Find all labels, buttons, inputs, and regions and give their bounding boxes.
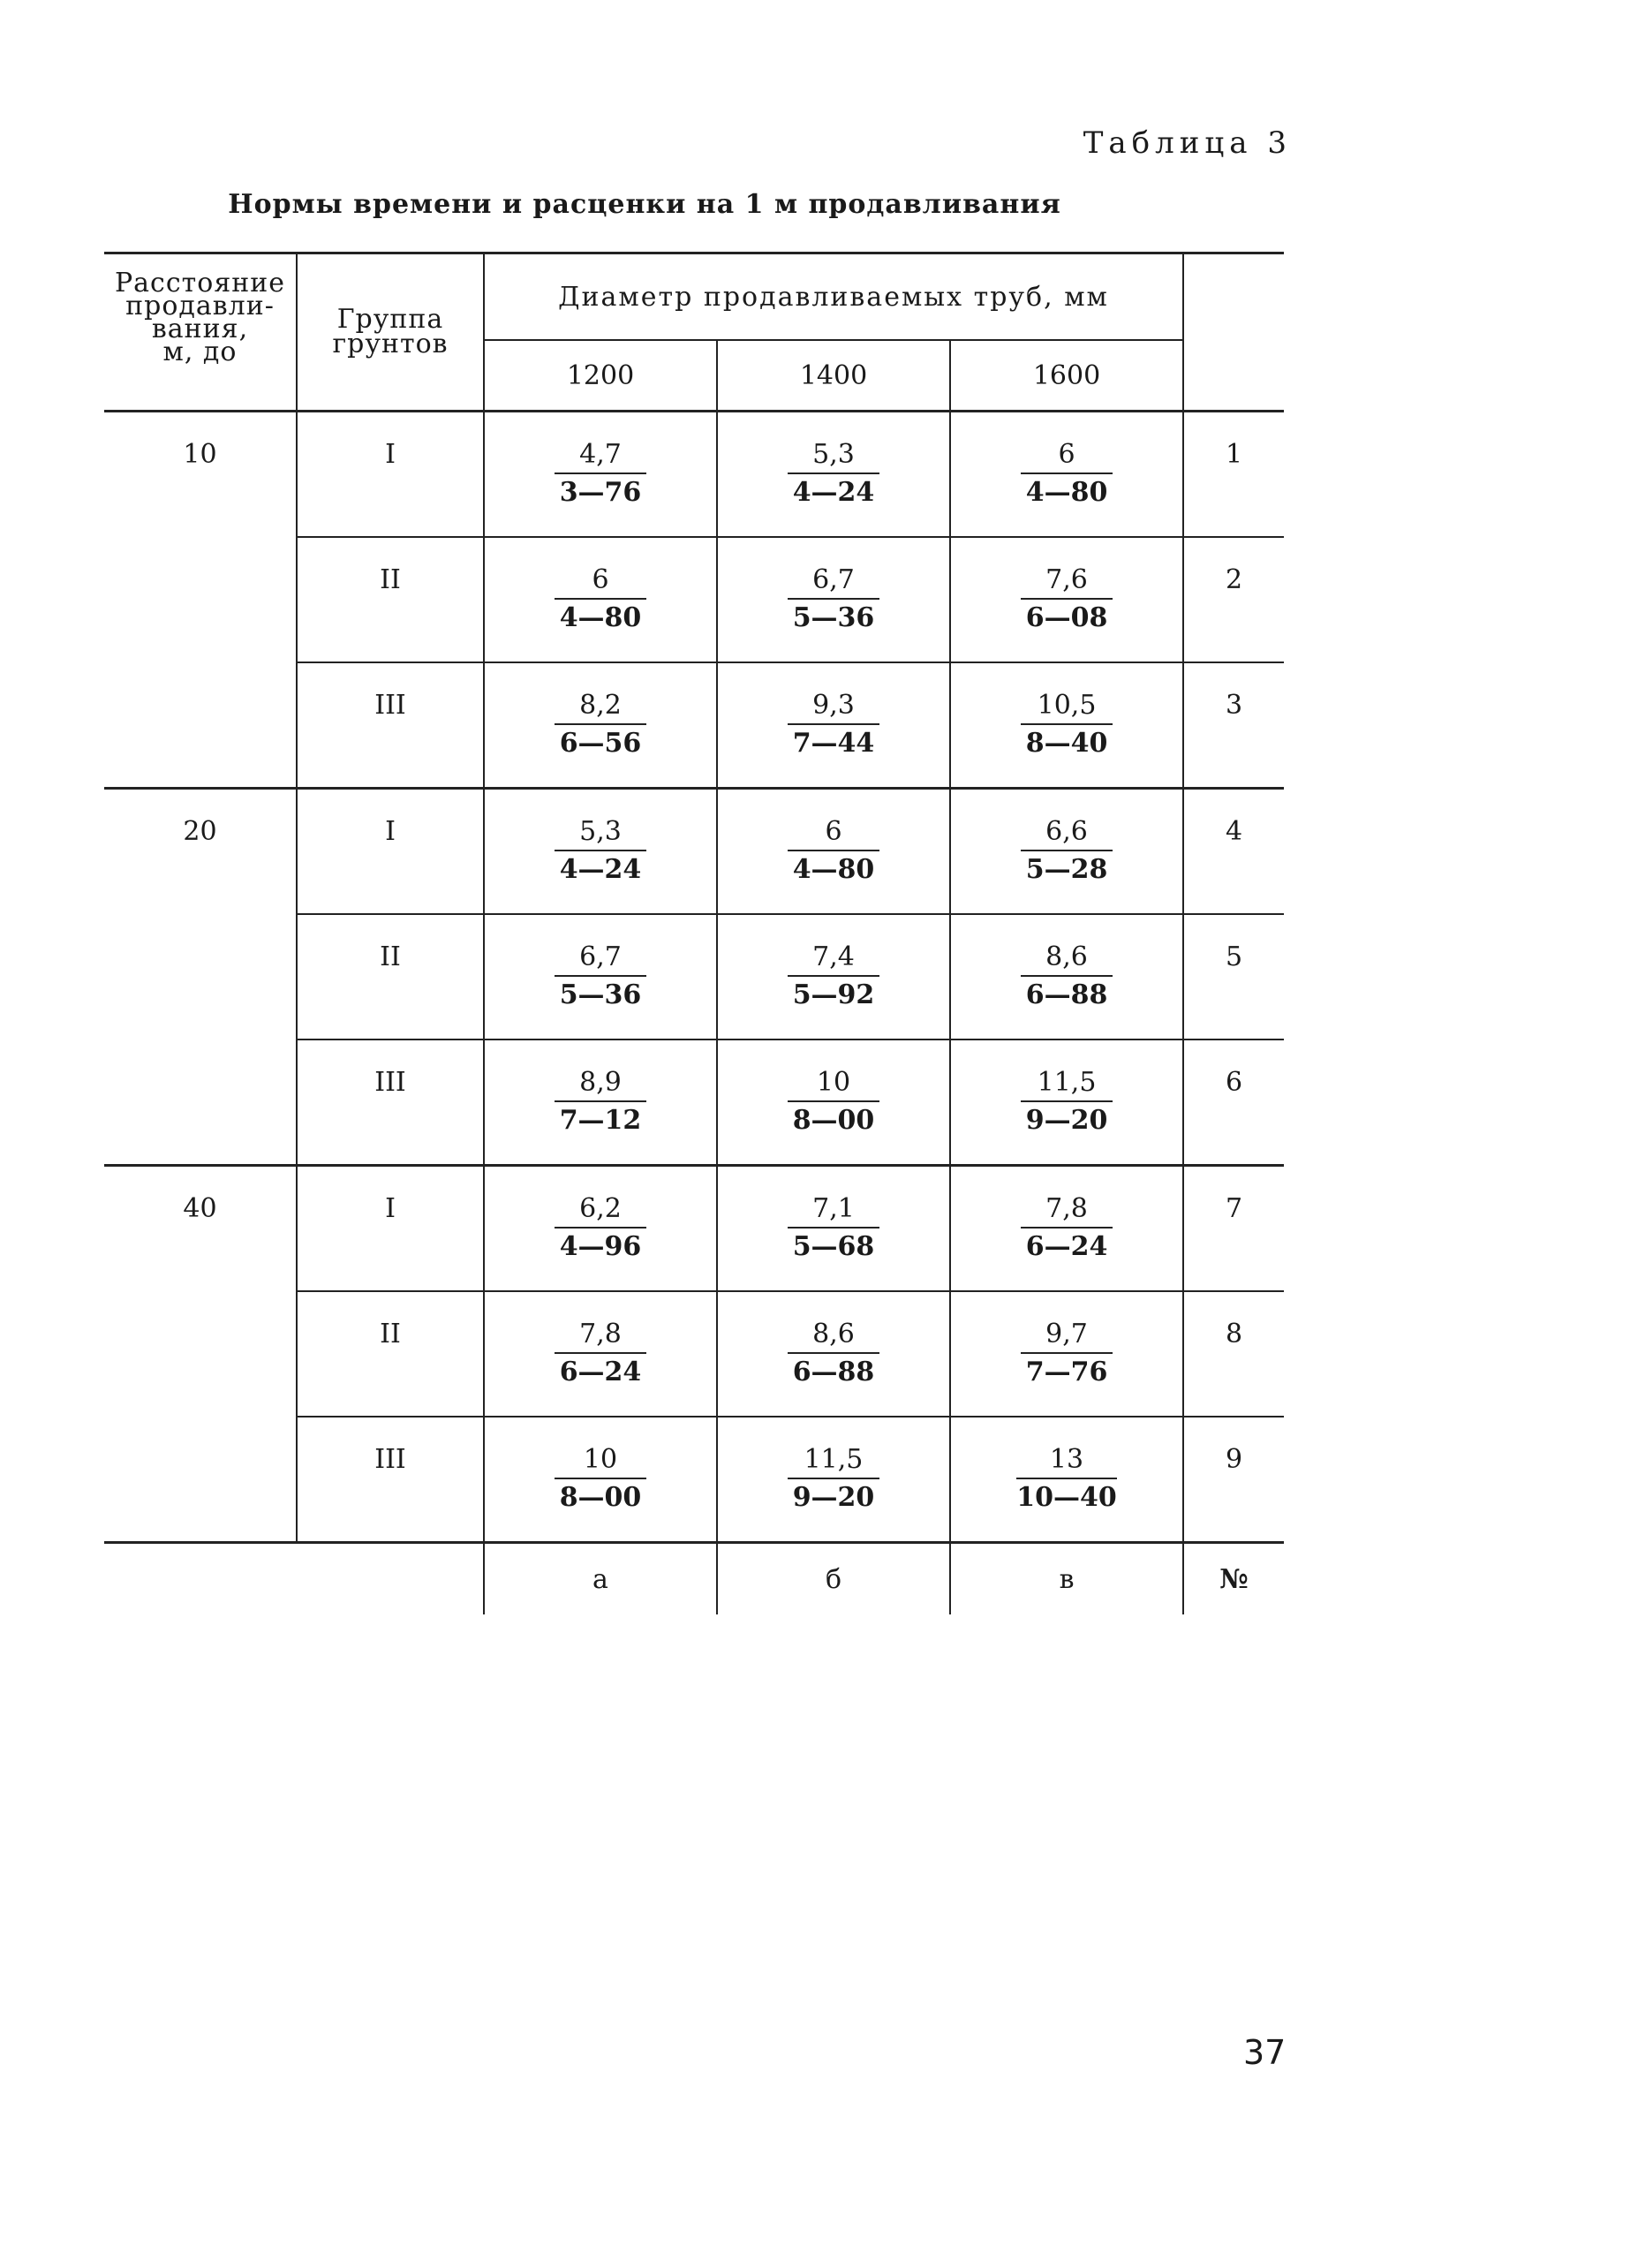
distance-cell: 10 — [104, 412, 297, 789]
soil-group-cell: I — [297, 789, 484, 915]
norm-value-cell — [484, 1166, 717, 1292]
price-rate: 6—24 — [559, 1357, 642, 1387]
norm-fraction — [1021, 690, 1113, 760]
norm-value-cell — [717, 789, 950, 915]
norm-fraction — [1021, 439, 1113, 510]
time-norm: 11,5 — [788, 1444, 879, 1479]
time-norm: 6 — [1021, 439, 1113, 474]
price-rate: 3—76 — [559, 477, 642, 508]
header-number — [1183, 253, 1284, 412]
price-rate: 6—08 — [1025, 602, 1108, 633]
row-number-cell: 8 — [1183, 1291, 1284, 1417]
norm-value-cell — [950, 662, 1183, 789]
table-label: Таблица 3 — [1083, 125, 1292, 161]
row-number-cell: 3 — [1183, 662, 1284, 789]
time-norm: 7,8 — [555, 1319, 646, 1354]
price-rate: 8—00 — [559, 1482, 642, 1513]
norm-value-cell — [717, 1291, 950, 1417]
time-norm: 6 — [788, 816, 879, 851]
price-rate: 9—20 — [792, 1482, 875, 1513]
norm-fraction — [1016, 1444, 1117, 1515]
price-rate: 9—20 — [1025, 1105, 1108, 1136]
norm-value-cell — [950, 412, 1183, 538]
norm-fraction — [555, 564, 646, 635]
soil-group-cell: II — [297, 914, 484, 1040]
row-number-cell: 1 — [1183, 412, 1284, 538]
norm-fraction — [555, 690, 646, 760]
norms-table — [104, 252, 1284, 1614]
norm-value-cell — [950, 914, 1183, 1040]
norm-fraction — [1021, 1193, 1113, 1264]
soil-group-cell: II — [297, 537, 484, 662]
norm-value-cell — [717, 914, 950, 1040]
number-label: № — [1183, 1543, 1284, 1615]
page-number: 37 — [1243, 2033, 1287, 2072]
time-norm: 7,1 — [788, 1193, 879, 1228]
header-diameter-1400: 1400 — [717, 340, 950, 411]
norm-fraction — [555, 439, 646, 510]
norm-value-cell — [484, 1417, 717, 1543]
price-rate: 7—44 — [792, 728, 875, 759]
price-rate: 4—24 — [792, 477, 875, 508]
time-norm: 8,2 — [555, 690, 646, 725]
time-norm: 6,2 — [555, 1193, 646, 1228]
norm-fraction — [555, 1444, 646, 1515]
norm-value-cell — [717, 662, 950, 789]
norm-value-cell — [484, 662, 717, 789]
price-rate: 8—00 — [792, 1105, 875, 1136]
soil-group-cell: I — [297, 412, 484, 538]
header-group: Группа грунтов — [297, 253, 484, 412]
norm-value-cell — [950, 1166, 1183, 1292]
norm-value-cell — [484, 914, 717, 1040]
norm-fraction — [1021, 564, 1113, 635]
header-diameter-1200: 1200 — [484, 340, 717, 411]
time-norm: 6,7 — [555, 941, 646, 977]
table-row — [104, 789, 1284, 915]
norm-value-cell — [484, 412, 717, 538]
norm-fraction — [555, 1319, 646, 1389]
norm-fraction — [1021, 941, 1113, 1012]
time-norm: 7,8 — [1021, 1193, 1113, 1228]
price-rate: 6—24 — [1025, 1231, 1108, 1262]
time-norm: 8,9 — [555, 1067, 646, 1102]
norm-fraction — [788, 690, 879, 760]
price-rate: 5—36 — [559, 979, 642, 1010]
norm-fraction — [555, 1193, 646, 1264]
norm-value-cell — [484, 537, 717, 662]
soil-group-cell: III — [297, 662, 484, 789]
norm-fraction — [1021, 1319, 1113, 1389]
time-norm: 5,3 — [788, 439, 879, 474]
price-rate: 6—56 — [559, 728, 642, 759]
norm-value-cell — [950, 1291, 1183, 1417]
header-diameter: Диаметр продавливаемых труб, мм — [484, 253, 1183, 341]
norm-value-cell — [717, 1040, 950, 1166]
price-rate: 4—80 — [559, 602, 642, 633]
norm-fraction — [788, 816, 879, 887]
price-rate: 4—24 — [559, 854, 642, 885]
norm-fraction — [555, 816, 646, 887]
soil-group-cell: I — [297, 1166, 484, 1292]
soil-group-cell: III — [297, 1417, 484, 1543]
norm-fraction — [788, 1319, 879, 1389]
norm-fraction — [555, 941, 646, 1012]
time-norm: 11,5 — [1021, 1067, 1113, 1102]
row-number-cell: 9 — [1183, 1417, 1284, 1543]
table-row — [104, 412, 1284, 538]
norm-value-cell — [484, 789, 717, 915]
table-title: Нормы времени и расценки на 1 м продавливания — [228, 189, 1061, 220]
norm-value-cell — [717, 537, 950, 662]
price-rate: 5—28 — [1025, 854, 1108, 885]
norm-value-cell — [950, 1040, 1183, 1166]
soil-group-cell: III — [297, 1040, 484, 1166]
time-norm: 8,6 — [788, 1319, 879, 1354]
price-rate: 4—80 — [1025, 477, 1108, 508]
time-norm: 9,7 — [1021, 1319, 1113, 1354]
time-norm: 4,7 — [555, 439, 646, 474]
time-norm: 7,4 — [788, 941, 879, 977]
distance-cell: 20 — [104, 789, 297, 1166]
time-norm: 13 — [1016, 1444, 1117, 1479]
row-number-cell: 7 — [1183, 1166, 1284, 1292]
price-rate: 8—40 — [1025, 728, 1108, 759]
price-rate: 10—40 — [1016, 1482, 1117, 1513]
footer-empty-cell — [104, 1543, 297, 1615]
norm-fraction — [788, 564, 879, 635]
price-rate: 7—12 — [559, 1105, 642, 1136]
header-diameter-1600: 1600 — [950, 340, 1183, 411]
row-number-cell: 4 — [1183, 789, 1284, 915]
footer-row — [104, 1543, 1284, 1615]
price-rate: 5—36 — [792, 602, 875, 633]
row-number-cell: 5 — [1183, 914, 1284, 1040]
norm-value-cell — [950, 1417, 1183, 1543]
soil-group-cell: II — [297, 1291, 484, 1417]
norm-value-cell — [717, 1417, 950, 1543]
row-number-cell: 2 — [1183, 537, 1284, 662]
norm-value-cell — [484, 1291, 717, 1417]
price-rate: 4—80 — [792, 854, 875, 885]
norm-value-cell — [484, 1040, 717, 1166]
time-norm: 10,5 — [1021, 690, 1113, 725]
norm-fraction — [1021, 1067, 1113, 1138]
norm-value-cell — [950, 789, 1183, 915]
norm-fraction — [788, 1067, 879, 1138]
price-rate: 5—68 — [792, 1231, 875, 1262]
price-rate: 4—96 — [559, 1231, 642, 1262]
time-norm: 5,3 — [555, 816, 646, 851]
column-letter: а — [484, 1543, 717, 1615]
time-norm: 9,3 — [788, 690, 879, 725]
table-row — [104, 1166, 1284, 1292]
distance-cell: 40 — [104, 1166, 297, 1543]
row-number-cell: 6 — [1183, 1040, 1284, 1166]
time-norm: 10 — [555, 1444, 646, 1479]
norm-fraction — [788, 1193, 879, 1264]
norm-value-cell — [950, 537, 1183, 662]
price-rate: 7—76 — [1025, 1357, 1108, 1387]
time-norm: 8,6 — [1021, 941, 1113, 977]
norm-fraction — [1021, 816, 1113, 887]
norm-value-cell — [717, 1166, 950, 1292]
price-rate: 5—92 — [792, 979, 875, 1010]
norm-fraction — [788, 439, 879, 510]
time-norm: 6,7 — [788, 564, 879, 600]
column-letter: б — [717, 1543, 950, 1615]
price-rate: 6—88 — [1025, 979, 1108, 1010]
time-norm: 10 — [788, 1067, 879, 1102]
header-distance: Расстояние продавли- вания, м, до — [104, 253, 297, 412]
column-letter: в — [950, 1543, 1183, 1615]
norm-fraction — [788, 1444, 879, 1515]
price-rate: 6—88 — [792, 1357, 875, 1387]
footer-empty-cell — [297, 1543, 484, 1615]
time-norm: 6 — [555, 564, 646, 600]
norm-fraction — [788, 941, 879, 1012]
norm-value-cell — [717, 412, 950, 538]
time-norm: 6,6 — [1021, 816, 1113, 851]
norm-fraction — [555, 1067, 646, 1138]
time-norm: 7,6 — [1021, 564, 1113, 600]
